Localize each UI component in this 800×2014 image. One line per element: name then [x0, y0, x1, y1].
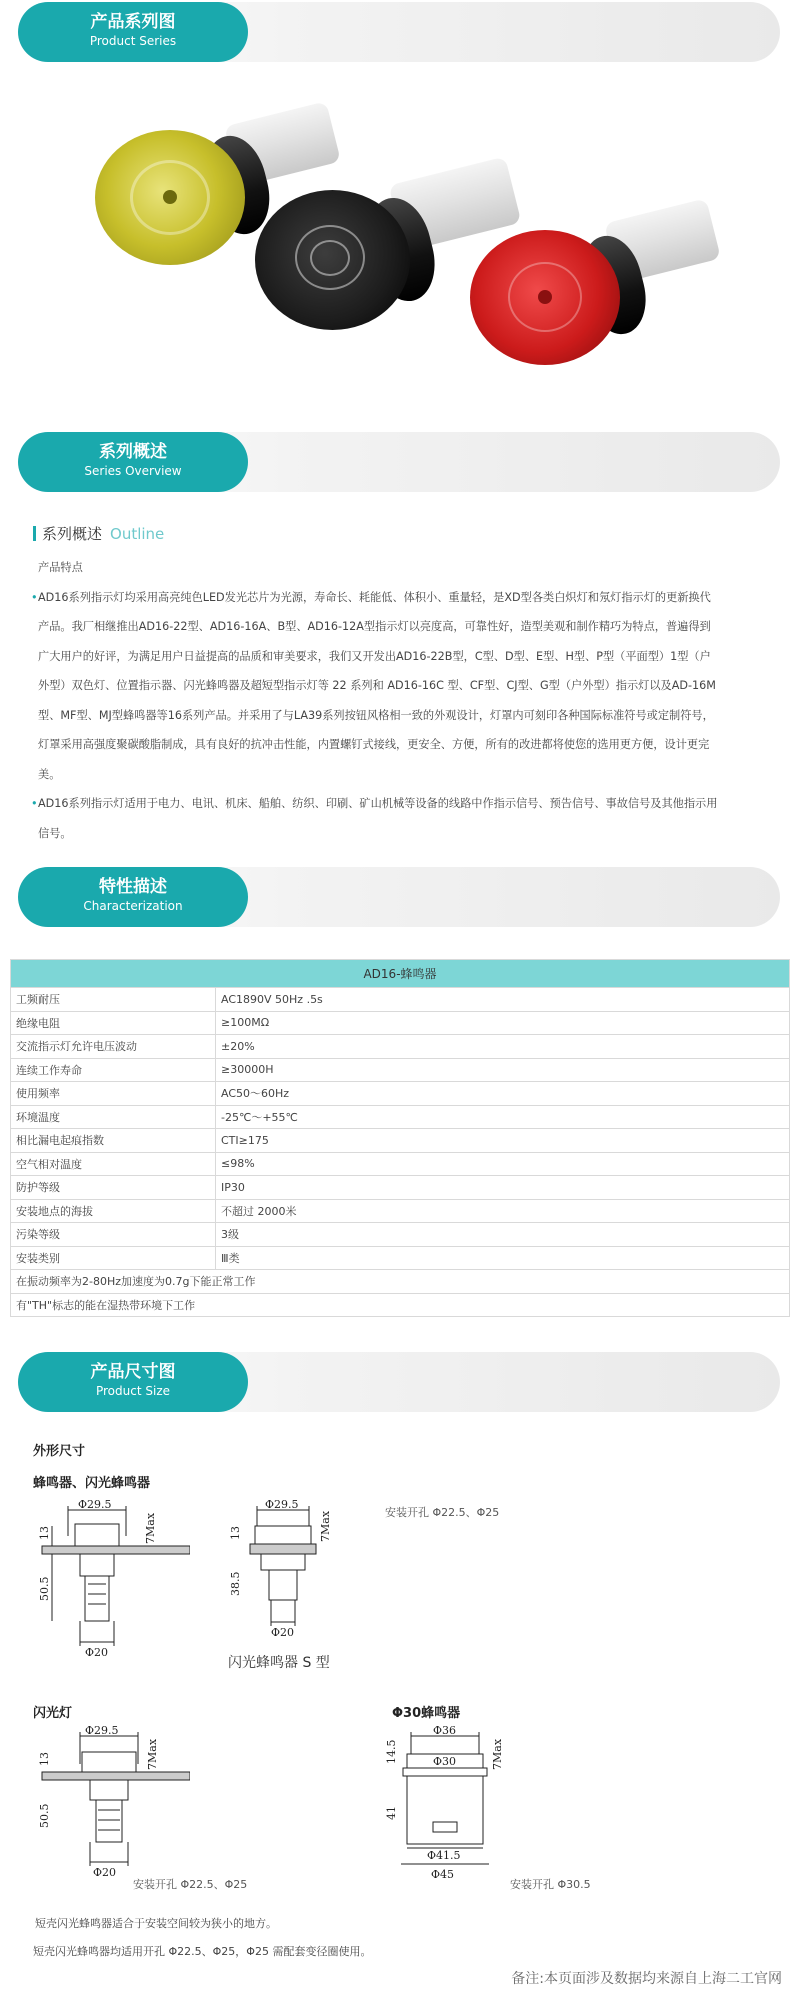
spec-note: 有"TH"标志的能在湿热带环境下工作: [11, 1293, 790, 1317]
flash-title: 闪光灯: [33, 1706, 73, 1721]
dimension-label: 14.5: [385, 1739, 398, 1764]
dimension-label: Φ41.5: [427, 1849, 461, 1862]
features-label: 产品特点: [38, 561, 83, 574]
red-buzzer-image: [470, 210, 730, 380]
spec-note: 在振动频率为2-80Hz加速度为0.7g下能正常工作: [11, 1270, 790, 1294]
spec-key: 空气相对温度: [11, 1152, 216, 1176]
section-subtitle: Product Size: [95, 1384, 170, 1398]
spec-value: IP30: [216, 1176, 790, 1200]
phi30-title: Φ30蜂鸣器: [392, 1706, 461, 1721]
section-pill: [18, 432, 248, 492]
table-row: [11, 1176, 790, 1200]
dimension-label: Φ36: [433, 1724, 457, 1737]
spec-value: 3级: [216, 1223, 790, 1247]
dimension-label: Φ30: [433, 1755, 457, 1768]
spec-value: AC1890V 50Hz .5s: [216, 988, 790, 1012]
table-row: [11, 1246, 790, 1270]
table-row: [11, 1035, 790, 1059]
table-row: [11, 988, 790, 1012]
spec-key: 污染等级: [11, 1223, 216, 1247]
dimension-label: Φ29.5: [265, 1498, 299, 1511]
spec-table-title: AD16-蜂鸣器: [11, 960, 790, 988]
spec-key: 交流指示灯允许电压波动: [11, 1035, 216, 1059]
spec-value: -25℃～+55℃: [216, 1105, 790, 1129]
bullet-icon: •: [31, 590, 38, 604]
table-row: [11, 1105, 790, 1129]
series-overview-banner: [18, 432, 780, 492]
mount-hole-note-2: 安装开孔 Φ22.5、Φ25: [133, 1878, 248, 1891]
overview-text: [31, 553, 718, 848]
buzzer-drawing: [30, 1496, 190, 1661]
spec-value: 不超过 2000米: [216, 1199, 790, 1223]
spec-key: 环境温度: [11, 1105, 216, 1129]
spec-key: 安装类别: [11, 1246, 216, 1270]
dimension-label: 7Max: [491, 1738, 504, 1770]
dimension-label: Φ20: [85, 1646, 109, 1659]
spec-table: [10, 959, 790, 1317]
dimension-label: Φ29.5: [78, 1498, 112, 1511]
table-row: [11, 1011, 790, 1035]
section-pill: [18, 2, 248, 62]
dimension-label: Φ20: [271, 1626, 295, 1639]
spec-value: ≥100MΩ: [216, 1011, 790, 1035]
overview-heading-en: Outline: [110, 525, 165, 543]
section-title: 产品尺寸图: [90, 1362, 176, 1382]
table-row: [11, 1129, 790, 1153]
table-row: [11, 1223, 790, 1247]
dimension-label: 7Max: [144, 1512, 157, 1544]
table-note-row: [11, 1270, 790, 1294]
product-photo: [0, 95, 800, 395]
dimension-label: 38.5: [229, 1571, 242, 1596]
spec-value: ≤98%: [216, 1152, 790, 1176]
product-series-banner: [18, 2, 780, 62]
spec-key: 使用频率: [11, 1082, 216, 1106]
section-title: 特性描述: [99, 877, 167, 897]
spec-value: Ⅲ类: [216, 1246, 790, 1270]
dimension-label: 50.5: [38, 1803, 51, 1828]
overview-paragraph-2: AD16系列指示灯适用于电力、电讯、机床、船舶、纺织、印刷、矿山机械等设备的线路中作指示信号、预告信号、事故信号及其他指示用信号。: [38, 797, 718, 840]
footnote-1: 短壳闪光蜂鸣器适合于安装空间较为狭小的地方。: [35, 1917, 277, 1930]
table-row: [11, 1199, 790, 1223]
dimension-label: 13: [38, 1752, 51, 1766]
dimension-label: 50.5: [38, 1576, 51, 1601]
dimension-label: 13: [38, 1526, 51, 1540]
source-credit: 备注:本页面涉及数据均来源自上海二工官网: [511, 1971, 782, 1987]
spec-key: 防护等级: [11, 1176, 216, 1200]
section-pill: [18, 867, 248, 927]
flash-drawing: [30, 1724, 190, 1884]
dimension-label: 7Max: [146, 1738, 159, 1770]
buzzer-title: 蜂鸣器、闪光蜂鸣器: [33, 1476, 151, 1491]
heading-accent-bar: [33, 526, 36, 541]
product-size-banner: [18, 1352, 780, 1412]
dimension-label: 41: [385, 1806, 398, 1820]
section-title: 系列概述: [99, 442, 167, 462]
table-note-row: [11, 1293, 790, 1317]
section-title: 产品系列图: [90, 12, 176, 32]
phi30-drawing: [385, 1724, 505, 1889]
s-type-drawing: [225, 1496, 345, 1641]
mount-hole-note-3: 安装开孔 Φ30.5: [510, 1878, 591, 1891]
spec-key: 安装地点的海拔: [11, 1199, 216, 1223]
s-type-caption: 闪光蜂鸣器 S 型: [228, 1655, 330, 1671]
spec-key: 相比漏电起痕指数: [11, 1129, 216, 1153]
section-subtitle: Product Series: [89, 34, 177, 48]
footnote-2: 短壳闪光蜂鸣器均适用开孔 Φ22.5、Φ25，Φ25 需配套变径圈使用。: [33, 1945, 372, 1958]
table-row: [11, 1152, 790, 1176]
characterization-banner: [18, 867, 780, 927]
table-row: [11, 1058, 790, 1082]
spec-value: ±20%: [216, 1035, 790, 1059]
dimension-label: Φ45: [431, 1868, 455, 1881]
overview-heading: [33, 523, 164, 544]
dimension-label: Φ29.5: [85, 1724, 119, 1737]
dimension-label: 13: [229, 1526, 242, 1540]
spec-value: CTI≥175: [216, 1129, 790, 1153]
spec-key: 绝缘电阻: [11, 1011, 216, 1035]
spec-value: AC50～60Hz: [216, 1082, 790, 1106]
mount-hole-note-1: 安装开孔 Φ22.5、Φ25: [385, 1506, 500, 1519]
spec-key: 工频耐压: [11, 988, 216, 1012]
spec-value: ≥30000H: [216, 1058, 790, 1082]
overview-paragraph-1: AD16系列指示灯均采用高亮纯色LED发光芯片为光源，寿命长、耗能低、体积小、重量轻，是XD型各类白炽灯和氖灯指示灯的更新换代产品。我厂相继推出AD16-22型、AD16-16A、B型、AD16-12A型指示灯以亮度高，可靠性好，造型美观和制作精巧为特点，普遍得到广大用户的好评，为满足用户日益提高的品质和审美要求，我们又开发出AD16-22B型，C型、D型、E型、H型、P型（平面型）1型（户外型）双色灯、位置指示器、闪光蜂鸣器及超短型指示灯等 22 系列和 AD16-16C 型、CF型、CJ型、G型（户外型）指示灯以及AD-16M型、MF型、MJ型蜂鸣器等16系列产品。并采用了与LA39系列按钮风格相一致的外观设计，灯罩内可刻印各种国际标准符号或定制符号，灯罩采用高强度聚碳酸脂制成，具有良好的抗冲击性能，内置螺钉式接线，更安全、方便，所有的改进都将使您的选用更方便，设计更完美。: [38, 590, 716, 781]
outline-title: 外形尺寸: [33, 1444, 86, 1459]
table-row: [11, 1082, 790, 1106]
section-subtitle: Series Overview: [84, 464, 182, 478]
overview-heading-zh: 系列概述: [42, 525, 103, 543]
section-pill: [18, 1352, 248, 1412]
spec-key: 连续工作寿命: [11, 1058, 216, 1082]
dimension-label: 7Max: [319, 1510, 332, 1542]
bullet-icon: •: [31, 797, 38, 810]
section-subtitle: Characterization: [83, 899, 183, 913]
dimension-label: Φ20: [93, 1866, 117, 1879]
